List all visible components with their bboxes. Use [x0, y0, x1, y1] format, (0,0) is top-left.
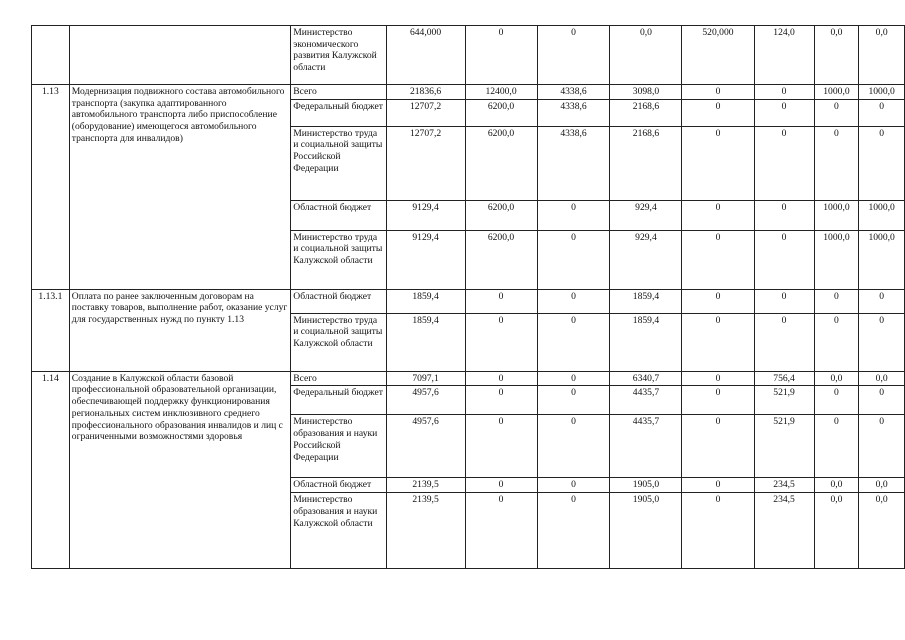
- value-cell: 0,0: [814, 26, 859, 85]
- value-cell: 0: [537, 230, 610, 289]
- table-row: [32, 85, 905, 100]
- value-cell: 0: [537, 478, 610, 493]
- value-cell: 1905,0: [610, 478, 682, 493]
- value-cell: 756,4: [754, 371, 814, 386]
- table-row: [32, 289, 905, 313]
- table-row: [32, 26, 905, 85]
- value-cell: 9129,4: [386, 230, 465, 289]
- value-cell: 0: [537, 26, 610, 85]
- value-cell: 0: [465, 386, 537, 415]
- row-description: Создание в Калужской области базовой профессиональной образовательной организации, обеспечивающей поддержку функционирования региональных систем инклюзивного среднего профессионального образования инвалидов и лиц с ограниченными возможностями здоровья: [69, 371, 291, 569]
- value-cell: 0: [859, 289, 905, 313]
- funding-source: Министерство образования и науки Калужской области: [291, 493, 386, 569]
- value-cell: 124,0: [754, 26, 814, 85]
- row-index: [32, 26, 70, 85]
- funding-source: Всего: [291, 85, 386, 100]
- value-cell: 3098,0: [610, 85, 682, 100]
- funding-source: Министерство труда и социальной защиты Калужской области: [291, 313, 386, 371]
- value-cell: 0: [859, 99, 905, 126]
- value-cell: 0: [465, 289, 537, 313]
- value-cell: 0: [859, 313, 905, 371]
- value-cell: 0: [859, 126, 905, 200]
- value-cell: 4338,6: [537, 85, 610, 100]
- value-cell: 0,0: [859, 478, 905, 493]
- value-cell: 0: [682, 85, 754, 100]
- value-cell: 0: [682, 386, 754, 415]
- value-cell: 520,000: [682, 26, 754, 85]
- value-cell: 0: [537, 289, 610, 313]
- value-cell: 234,5: [754, 478, 814, 493]
- value-cell: 2168,6: [610, 99, 682, 126]
- value-cell: 0: [814, 386, 859, 415]
- value-cell: 6200,0: [465, 99, 537, 126]
- funding-source: Всего: [291, 371, 386, 386]
- value-cell: 6200,0: [465, 200, 537, 230]
- value-cell: 0: [682, 478, 754, 493]
- value-cell: 21836,6: [386, 85, 465, 100]
- value-cell: 0: [814, 415, 859, 478]
- value-cell: 0: [682, 371, 754, 386]
- value-cell: 0: [537, 200, 610, 230]
- value-cell: 0: [754, 85, 814, 100]
- value-cell: 0: [814, 126, 859, 200]
- value-cell: 7097,1: [386, 371, 465, 386]
- value-cell: 0: [537, 313, 610, 371]
- value-cell: 0: [682, 126, 754, 200]
- value-cell: 1000,0: [814, 230, 859, 289]
- value-cell: 0: [682, 200, 754, 230]
- value-cell: 12707,2: [386, 126, 465, 200]
- value-cell: 521,9: [754, 386, 814, 415]
- funding-source: Министерство экономического развития Калужской области: [291, 26, 386, 85]
- value-cell: 4435,7: [610, 415, 682, 478]
- value-cell: 0: [682, 289, 754, 313]
- value-cell: 0: [754, 200, 814, 230]
- value-cell: 0: [754, 126, 814, 200]
- value-cell: 0: [465, 313, 537, 371]
- value-cell: 0: [465, 371, 537, 386]
- value-cell: 1859,4: [610, 289, 682, 313]
- value-cell: 4957,6: [386, 386, 465, 415]
- value-cell: 0,0: [859, 26, 905, 85]
- value-cell: 2168,6: [610, 126, 682, 200]
- funding-source: Областной бюджет: [291, 289, 386, 313]
- funding-source: Федеральный бюджет: [291, 99, 386, 126]
- value-cell: 234,5: [754, 493, 814, 569]
- value-cell: 1000,0: [859, 85, 905, 100]
- value-cell: 929,4: [610, 200, 682, 230]
- value-cell: 9129,4: [386, 200, 465, 230]
- value-cell: 0: [682, 99, 754, 126]
- value-cell: 0: [465, 415, 537, 478]
- value-cell: 2139,5: [386, 478, 465, 493]
- value-cell: 0: [537, 371, 610, 386]
- value-cell: 2139,5: [386, 493, 465, 569]
- value-cell: 929,4: [610, 230, 682, 289]
- row-description: Модернизация подвижного состава автомобильного транспорта (закупка адаптированного автомобильного транспорта либо приспособление (оборудование) имеющегося автомобильного транспорта для инвалидов): [69, 85, 291, 290]
- value-cell: 0: [754, 289, 814, 313]
- value-cell: 0: [814, 313, 859, 371]
- value-cell: 0,0: [814, 493, 859, 569]
- value-cell: 0: [682, 493, 754, 569]
- value-cell: 0: [754, 99, 814, 126]
- value-cell: 4435,7: [610, 386, 682, 415]
- value-cell: 6200,0: [465, 230, 537, 289]
- value-cell: 1859,4: [386, 289, 465, 313]
- value-cell: 0: [682, 230, 754, 289]
- value-cell: 1859,4: [386, 313, 465, 371]
- value-cell: 6340,7: [610, 371, 682, 386]
- value-cell: 1000,0: [859, 200, 905, 230]
- row-description: Оплата по ранее заключенным договорам на поставку товаров, выполнение работ, оказание услуг для государственных нужд по пункту 1.13: [69, 289, 291, 371]
- value-cell: 12400,0: [465, 85, 537, 100]
- value-cell: 521,9: [754, 415, 814, 478]
- value-cell: 0: [537, 415, 610, 478]
- value-cell: 4338,6: [537, 99, 610, 126]
- value-cell: 0: [754, 230, 814, 289]
- row-description: [69, 26, 291, 85]
- value-cell: 0,0: [814, 371, 859, 386]
- value-cell: 0: [682, 415, 754, 478]
- value-cell: 0: [465, 493, 537, 569]
- value-cell: 6200,0: [465, 126, 537, 200]
- value-cell: 12707,2: [386, 99, 465, 126]
- value-cell: 1859,4: [610, 313, 682, 371]
- value-cell: 0: [814, 289, 859, 313]
- row-index: 1.14: [32, 371, 70, 569]
- value-cell: 0: [754, 313, 814, 371]
- table-row: [32, 371, 905, 386]
- value-cell: 0,0: [859, 371, 905, 386]
- value-cell: 0: [859, 415, 905, 478]
- value-cell: 0,0: [610, 26, 682, 85]
- value-cell: 0,0: [859, 493, 905, 569]
- funding-source: Министерство труда и социальной защиты Калужской области: [291, 230, 386, 289]
- value-cell: 0: [537, 386, 610, 415]
- budget-table: [31, 25, 905, 569]
- value-cell: 0: [814, 99, 859, 126]
- value-cell: 644,000: [386, 26, 465, 85]
- value-cell: 1000,0: [814, 200, 859, 230]
- row-index: 1.13.1: [32, 289, 70, 371]
- value-cell: 0,0: [814, 478, 859, 493]
- value-cell: 4957,6: [386, 415, 465, 478]
- value-cell: 0: [465, 26, 537, 85]
- funding-source: Областной бюджет: [291, 200, 386, 230]
- value-cell: 0: [682, 313, 754, 371]
- row-index: 1.13: [32, 85, 70, 290]
- value-cell: 0: [537, 493, 610, 569]
- funding-source: Областной бюджет: [291, 478, 386, 493]
- value-cell: 1905,0: [610, 493, 682, 569]
- value-cell: 1000,0: [859, 230, 905, 289]
- value-cell: 4338,6: [537, 126, 610, 200]
- funding-source: Федеральный бюджет: [291, 386, 386, 415]
- funding-source: Министерство труда и социальной защиты Российской Федерации: [291, 126, 386, 200]
- value-cell: 1000,0: [814, 85, 859, 100]
- funding-source: Министерство образования и науки Российской Федерации: [291, 415, 386, 478]
- value-cell: 0: [859, 386, 905, 415]
- value-cell: 0: [465, 478, 537, 493]
